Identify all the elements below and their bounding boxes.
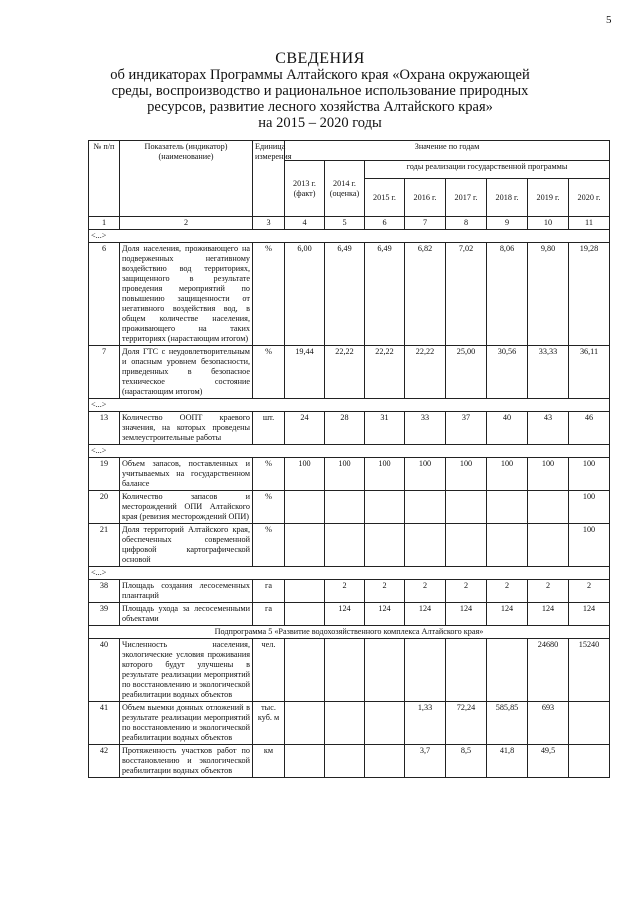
row-number: 40 [89, 639, 120, 702]
page-number: 5 [606, 14, 612, 26]
value-cell [487, 491, 528, 524]
value-cell: 124 [528, 603, 569, 626]
value-cell [285, 639, 325, 702]
value-cell: 100 [365, 458, 405, 491]
value-cell: 28 [325, 412, 365, 445]
table-row [89, 491, 610, 524]
value-cell: 3,7 [405, 745, 446, 778]
unit: га [253, 603, 285, 626]
value-cell: 31 [365, 412, 405, 445]
unit: % [253, 243, 285, 346]
unit: шт. [253, 412, 285, 445]
table-row [89, 702, 610, 745]
unit: % [253, 458, 285, 491]
value-cell: 33,33 [528, 346, 569, 399]
unit: % [253, 346, 285, 399]
col-number: 1 [89, 217, 120, 230]
value-cell: 25,00 [446, 346, 487, 399]
value-cell: 8,5 [446, 745, 487, 778]
col-number: 7 [405, 217, 446, 230]
value-cell: 1,33 [405, 702, 446, 745]
value-cell: 40 [487, 412, 528, 445]
table-row [89, 346, 610, 399]
value-cell: 33 [405, 412, 446, 445]
value-cell [365, 491, 405, 524]
row-number: 19 [89, 458, 120, 491]
row-number: 20 [89, 491, 120, 524]
col-number: 11 [569, 217, 610, 230]
indicator-name: Доля населения, проживающего на подверженных негативному воздействию вод территориях, защищенного в результате проведения мероприятий по повышению защищенности от негативного воздействия вод, в общем количестве населения, проживающего на таких территориях (нарастающим итогом) [120, 243, 253, 346]
value-cell: 693 [528, 702, 569, 745]
value-cell: 72,24 [446, 702, 487, 745]
value-cell: 2 [365, 580, 405, 603]
value-cell [325, 524, 365, 567]
indicator-name: Площадь ухода за лесосеменными объектами [120, 603, 253, 626]
value-cell: 100 [528, 458, 569, 491]
unit: чел. [253, 639, 285, 702]
col-number: 10 [528, 217, 569, 230]
value-cell: 6,49 [365, 243, 405, 346]
subprogram-title: Подпрограмма 5 «Развитие водохозяйственного комплекса Алтайского края» [89, 626, 610, 639]
value-cell: 100 [569, 458, 610, 491]
header-2014: 2014 г. (оценка) [325, 161, 365, 217]
value-cell: 100 [325, 458, 365, 491]
value-cell: 6,00 [285, 243, 325, 346]
row-number: 13 [89, 412, 120, 445]
unit: % [253, 491, 285, 524]
value-cell: 7,02 [446, 243, 487, 346]
header-2018: 2018 г. [487, 179, 528, 217]
value-cell [365, 702, 405, 745]
value-cell [325, 745, 365, 778]
value-cell: 8,06 [487, 243, 528, 346]
ellipsis-row [89, 567, 610, 580]
table-row [89, 745, 610, 778]
value-cell [325, 702, 365, 745]
col-number: 8 [446, 217, 487, 230]
title-line-4: на 2015 – 2020 годы [258, 115, 382, 131]
value-cell: 100 [446, 458, 487, 491]
value-cell: 6,49 [325, 243, 365, 346]
row-number: 38 [89, 580, 120, 603]
value-cell: 19,28 [569, 243, 610, 346]
value-cell: 37 [446, 412, 487, 445]
value-cell [446, 524, 487, 567]
value-cell: 9,80 [528, 243, 569, 346]
ellipsis: <...> [89, 567, 610, 580]
unit: % [253, 524, 285, 567]
value-cell: 2 [446, 580, 487, 603]
value-cell: 124 [365, 603, 405, 626]
value-cell: 2 [487, 580, 528, 603]
title-line-2: среды, воспроизводство и рациональное использование природных [111, 83, 529, 99]
table-row [89, 524, 610, 567]
header-values-by-year: Значение по годам [285, 141, 610, 161]
value-cell: 19,44 [285, 346, 325, 399]
header-indicator: Показатель (индикатор) (наименование) [120, 141, 253, 217]
value-cell [285, 580, 325, 603]
value-cell: 41,8 [487, 745, 528, 778]
unit: км [253, 745, 285, 778]
value-cell: 585,85 [487, 702, 528, 745]
indicator-name: Объем запасов, поставленных и учитываемых на государственном балансе [120, 458, 253, 491]
column-numbers-row [89, 217, 610, 230]
col-number: 5 [325, 217, 365, 230]
value-cell [446, 491, 487, 524]
ellipsis: <...> [89, 399, 610, 412]
col-number: 3 [253, 217, 285, 230]
document-title [60, 50, 580, 131]
value-cell: 24680 [528, 639, 569, 702]
title-main: СВЕДЕНИЯ [275, 50, 365, 67]
value-cell [446, 639, 487, 702]
value-cell: 100 [285, 458, 325, 491]
value-cell: 22,22 [365, 346, 405, 399]
table-row [89, 580, 610, 603]
table-row [89, 412, 610, 445]
value-cell: 2 [569, 580, 610, 603]
value-cell: 124 [487, 603, 528, 626]
value-cell: 22,22 [325, 346, 365, 399]
table-row [89, 603, 610, 626]
value-cell [365, 745, 405, 778]
value-cell: 43 [528, 412, 569, 445]
indicators-table [88, 140, 610, 778]
value-cell: 100 [487, 458, 528, 491]
unit: тыс. куб. м [253, 702, 285, 745]
value-cell: 2 [405, 580, 446, 603]
ellipsis: <...> [89, 445, 610, 458]
row-number: 6 [89, 243, 120, 346]
header-2015: 2015 г. [365, 179, 405, 217]
value-cell [569, 702, 610, 745]
header-num: № п/п [89, 141, 120, 217]
value-cell [325, 639, 365, 702]
header-2017: 2017 г. [446, 179, 487, 217]
table-row [89, 243, 610, 346]
value-cell: 46 [569, 412, 610, 445]
value-cell [405, 491, 446, 524]
value-cell [325, 491, 365, 524]
value-cell: 15240 [569, 639, 610, 702]
subprogram-row [89, 626, 610, 639]
value-cell [405, 524, 446, 567]
col-number: 2 [120, 217, 253, 230]
value-cell [487, 524, 528, 567]
value-cell [285, 524, 325, 567]
value-cell: 30,56 [487, 346, 528, 399]
header-program-years: годы реализации государственной программы [365, 161, 610, 179]
row-number: 7 [89, 346, 120, 399]
row-number: 41 [89, 702, 120, 745]
value-cell: 2 [325, 580, 365, 603]
ellipsis-row [89, 230, 610, 243]
table-row [89, 458, 610, 491]
value-cell: 6,82 [405, 243, 446, 346]
ellipsis: <...> [89, 230, 610, 243]
value-cell: 124 [405, 603, 446, 626]
value-cell [365, 524, 405, 567]
header-2013: 2013 г. (факт) [285, 161, 325, 217]
value-cell: 2 [528, 580, 569, 603]
value-cell [285, 745, 325, 778]
indicator-name: Количество запасов и месторождений ОПИ Алтайского края (ревизия месторождений ОПИ) [120, 491, 253, 524]
col-number: 6 [365, 217, 405, 230]
value-cell [528, 524, 569, 567]
value-cell: 22,22 [405, 346, 446, 399]
ellipsis-row [89, 445, 610, 458]
value-cell [569, 745, 610, 778]
value-cell: 36,11 [569, 346, 610, 399]
indicator-name: Объем выемки донных отложений в результате реализации мероприятий по восстановлению и экологической реабилитации водных объектов [120, 702, 253, 745]
value-cell: 124 [569, 603, 610, 626]
row-number: 39 [89, 603, 120, 626]
col-number: 9 [487, 217, 528, 230]
header-2020: 2020 г. [569, 179, 610, 217]
indicator-name: Протяженность участков работ по восстановлению и экологической реабилитации водных объектов [120, 745, 253, 778]
unit: га [253, 580, 285, 603]
value-cell: 100 [569, 524, 610, 567]
value-cell [285, 702, 325, 745]
title-line-1: об индикаторах Программы Алтайского края «Охрана окружающей [110, 67, 530, 83]
table-row [89, 639, 610, 702]
header-2016: 2016 г. [405, 179, 446, 217]
value-cell [405, 639, 446, 702]
row-number: 42 [89, 745, 120, 778]
indicator-name: Доля ГТС с неудовлетворительным и опасным уровнем безопасности, приведенных в безопасное техническое состояние (нарастающим итогом) [120, 346, 253, 399]
ellipsis-row [89, 399, 610, 412]
value-cell [528, 491, 569, 524]
value-cell: 124 [446, 603, 487, 626]
indicator-name: Численность населения, экологические условия проживания которого будут улучшены в результате реализации мероприятий по восстановлению и экологической реабилитации водных объектов [120, 639, 253, 702]
value-cell [285, 491, 325, 524]
header-unit: Единица измерения [253, 141, 285, 217]
value-cell: 24 [285, 412, 325, 445]
value-cell [365, 639, 405, 702]
value-cell: 100 [405, 458, 446, 491]
row-number: 21 [89, 524, 120, 567]
value-cell [487, 639, 528, 702]
value-cell: 49,5 [528, 745, 569, 778]
value-cell [285, 603, 325, 626]
header-2019: 2019 г. [528, 179, 569, 217]
value-cell: 100 [569, 491, 610, 524]
value-cell: 124 [325, 603, 365, 626]
indicator-name: Количество ООПТ краевого значения, на которых проведены землеустроительные работы [120, 412, 253, 445]
title-line-3: ресурсов, развитие лесного хозяйства Алтайского края» [147, 99, 493, 115]
indicator-name: Площадь создания лесосеменных плантаций [120, 580, 253, 603]
col-number: 4 [285, 217, 325, 230]
indicator-name: Доля территорий Алтайского края, обеспеченных современной цифровой картографической основой [120, 524, 253, 567]
